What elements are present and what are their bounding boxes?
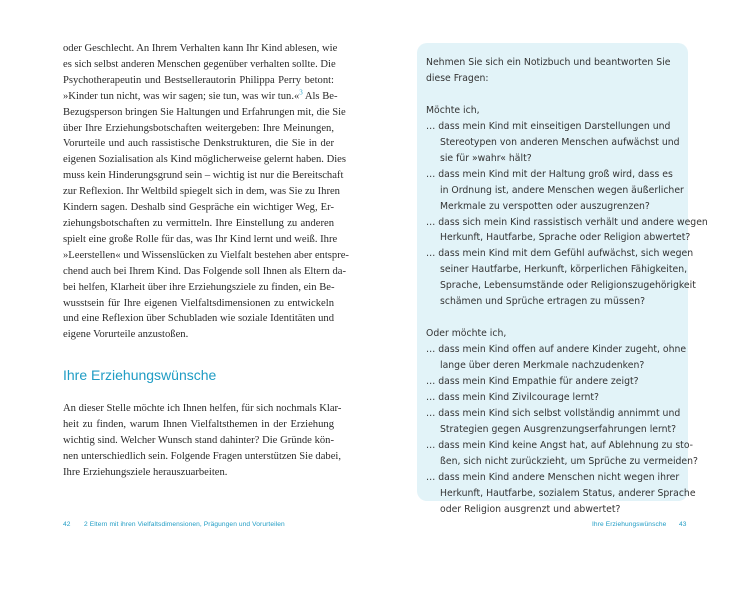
paragraph-1 bbox=[63, 41, 349, 343]
question-line: Merkmale zu verspotten oder auszugrenzen? bbox=[440, 200, 650, 212]
question-item bbox=[426, 167, 684, 215]
body-line: oder Geschlecht. An Ihrem Verhalten kann Ihr Kind ablesen, wie bbox=[63, 43, 338, 54]
question-line: Stereotypen von anderen Menschen aufwächst und bbox=[440, 136, 680, 148]
body-line: zur Reflexion. Ihr Weltbild spiegelt sich in dem, was Sie zu Ihren bbox=[63, 186, 340, 198]
question-line: … dass mein Kind andere Menschen nicht wegen ihrer bbox=[426, 471, 680, 483]
body-line: chend auch bei Ihrem Kind. Das Folgende soll Ihnen als Eltern da- bbox=[63, 265, 347, 277]
question-line: seiner Hautfarbe, Herkunft, körperlichen Fähigkeiten, bbox=[440, 264, 688, 276]
left-page-number: 42 bbox=[63, 521, 71, 528]
body-line: eigene Vorurteile anzustoßen. bbox=[63, 329, 189, 341]
question-line: sie für »wahr« hält? bbox=[440, 152, 532, 164]
body-line: es sich selbst anderen Menschen gegenüber verhalten sollte. Die bbox=[63, 58, 336, 70]
left-running-head: 2 Eltern mit ihren Vielfaltsdimensionen, Prägungen und Vorurteilen bbox=[84, 521, 285, 528]
questions-box bbox=[417, 43, 708, 515]
body-line: heit zu finden, warum Ihnen Vielfaltsthemen in der Erziehung bbox=[63, 418, 334, 430]
question-line: … dass mein Kind Zivilcourage lernt? bbox=[426, 391, 599, 403]
spacer bbox=[426, 87, 680, 103]
body-line: spielt eine große Rolle für das, was Ihr Kind lernt und weiß. Ihre bbox=[63, 233, 338, 245]
body-line: wusstsein für Ihre eigenen Vielfaltsdimensionen zu entwickeln bbox=[63, 297, 334, 309]
body-line: Vorurteile und auch rassistische Denkstrukturen, die Sie in der bbox=[63, 138, 334, 150]
question-item bbox=[426, 374, 680, 390]
question-line: … dass mein Kind keine Angst hat, auf Ablehnung zu sto- bbox=[426, 439, 694, 451]
question-line: … dass mein Kind mit einseitigen Darstellungen und bbox=[426, 120, 671, 132]
quote-line bbox=[63, 88, 338, 105]
question-line: in Ordnung ist, andere Menschen wegen äußerlicher bbox=[440, 184, 684, 196]
question-line: Strategien gegen Ausgrenzungserfahrungen lernt? bbox=[440, 423, 677, 435]
question-item bbox=[426, 470, 696, 518]
question-line: … dass mein Kind sich selbst vollständig annimmt und bbox=[426, 407, 681, 419]
question-line: … dass sich mein Kind rassistisch verhält und andere wegen bbox=[426, 216, 708, 228]
section-heading: Ihre Erziehungswünsche bbox=[63, 367, 217, 383]
quote-continuation: Als Be- bbox=[302, 90, 338, 102]
body-line: Kindern sagen. Deshalb sind Gespräche ein wichtiger Weg, Er- bbox=[63, 202, 334, 214]
question-item bbox=[426, 215, 708, 247]
body-line: bei helfen, Klarheit über ihre Erziehungsziele zu finden, ein Be- bbox=[63, 281, 335, 293]
question-line: … dass mein Kind Empathie für andere zeigt? bbox=[426, 376, 639, 388]
body-line: »Leerstellen« und Wissenslücken zu Vielfalt bestehen aber entspre- bbox=[63, 249, 349, 261]
right-running-head: Ihre Erziehungswünsche bbox=[592, 521, 667, 528]
question-item bbox=[426, 390, 680, 406]
body-line: ziehungsbotschaften zu vermitteln. Ihre Einstellung zu anderen bbox=[63, 217, 334, 229]
question-line: oder Religion ausgrenzt und abwertet? bbox=[440, 503, 621, 515]
paragraph-2 bbox=[63, 401, 342, 481]
question-line: schämen und Sprüche ertragen zu müssen? bbox=[440, 296, 646, 308]
body-line: Bezugsperson bringen Sie Haltungen und Erfahrungen mit, die Sie bbox=[63, 106, 346, 118]
question-item bbox=[426, 246, 696, 310]
body-line: nen unterschiedlich sein. Folgende Fragen unterstützen Sie dabei, bbox=[63, 450, 342, 462]
question-line: ßen, sich nicht zurückzieht, um Sprüche zu vermeiden? bbox=[440, 455, 698, 467]
group-2-title: Oder möchte ich, bbox=[426, 328, 507, 340]
box-intro-line: Nehmen Sie sich ein Notizbuch und beantworten Sie bbox=[426, 57, 671, 68]
box-intro-line: diese Fragen: bbox=[426, 72, 489, 84]
body-line: Psychotherapeutin und Bestsellerautorin Philippa Perry betont: bbox=[63, 74, 334, 86]
spacer bbox=[426, 310, 680, 326]
question-line: Herkunft, Hautfarbe, Sprache oder Religion abwertet? bbox=[440, 232, 691, 244]
body-line: muss kein Hinderungsgrund sein – wichtig ist nur die Bereitschaft bbox=[63, 170, 344, 182]
body-line: und eine Reflexion über Schubladen wie soziale Identitäten und bbox=[63, 313, 334, 325]
body-line: über Ihre Erziehungsbotschaften weitergeben: Ihre Meinungen, bbox=[63, 122, 334, 134]
left-page-body bbox=[63, 41, 349, 343]
question-line: lange über deren Merkmale nachzudenken? bbox=[440, 360, 645, 372]
question-line: … dass mein Kind offen auf andere Kinder zugeht, ohne bbox=[426, 344, 687, 356]
question-line: Herkunft, Hautfarbe, sozialem Status, anderer Sprache bbox=[440, 487, 696, 499]
body-line: wichtig sind. Welcher Wunsch stand dahinter? Die Gründe kön- bbox=[63, 434, 334, 446]
group-1-title: Möchte ich, bbox=[426, 104, 480, 116]
question-item bbox=[426, 406, 680, 438]
footnote-reference: 3 bbox=[299, 88, 303, 97]
right-page-number: 43 bbox=[679, 521, 687, 528]
quote-text: »Kinder tun nicht, was wir sagen; sie tun, was wir tun.« bbox=[63, 90, 300, 102]
question-line: Sprache, Lebensumstände oder Religionszugehörigkeit bbox=[440, 280, 696, 292]
question-line: … dass mein Kind mit dem Gefühl aufwächst, sich wegen bbox=[426, 248, 694, 260]
question-line: … dass mein Kind mit der Haltung groß wird, dass es bbox=[426, 168, 673, 180]
body-line: An dieser Stelle möchte ich Ihnen helfen, für sich nochmals Klar- bbox=[63, 403, 342, 414]
question-item bbox=[426, 119, 680, 167]
body-line: eigenen Sozialisation als Kind möglicherweise gelernt haben. Dies bbox=[63, 154, 347, 166]
body-line: Ihre Erziehungsziele herauszuarbeiten. bbox=[63, 466, 228, 478]
question-item bbox=[426, 342, 687, 374]
question-item bbox=[426, 438, 698, 470]
